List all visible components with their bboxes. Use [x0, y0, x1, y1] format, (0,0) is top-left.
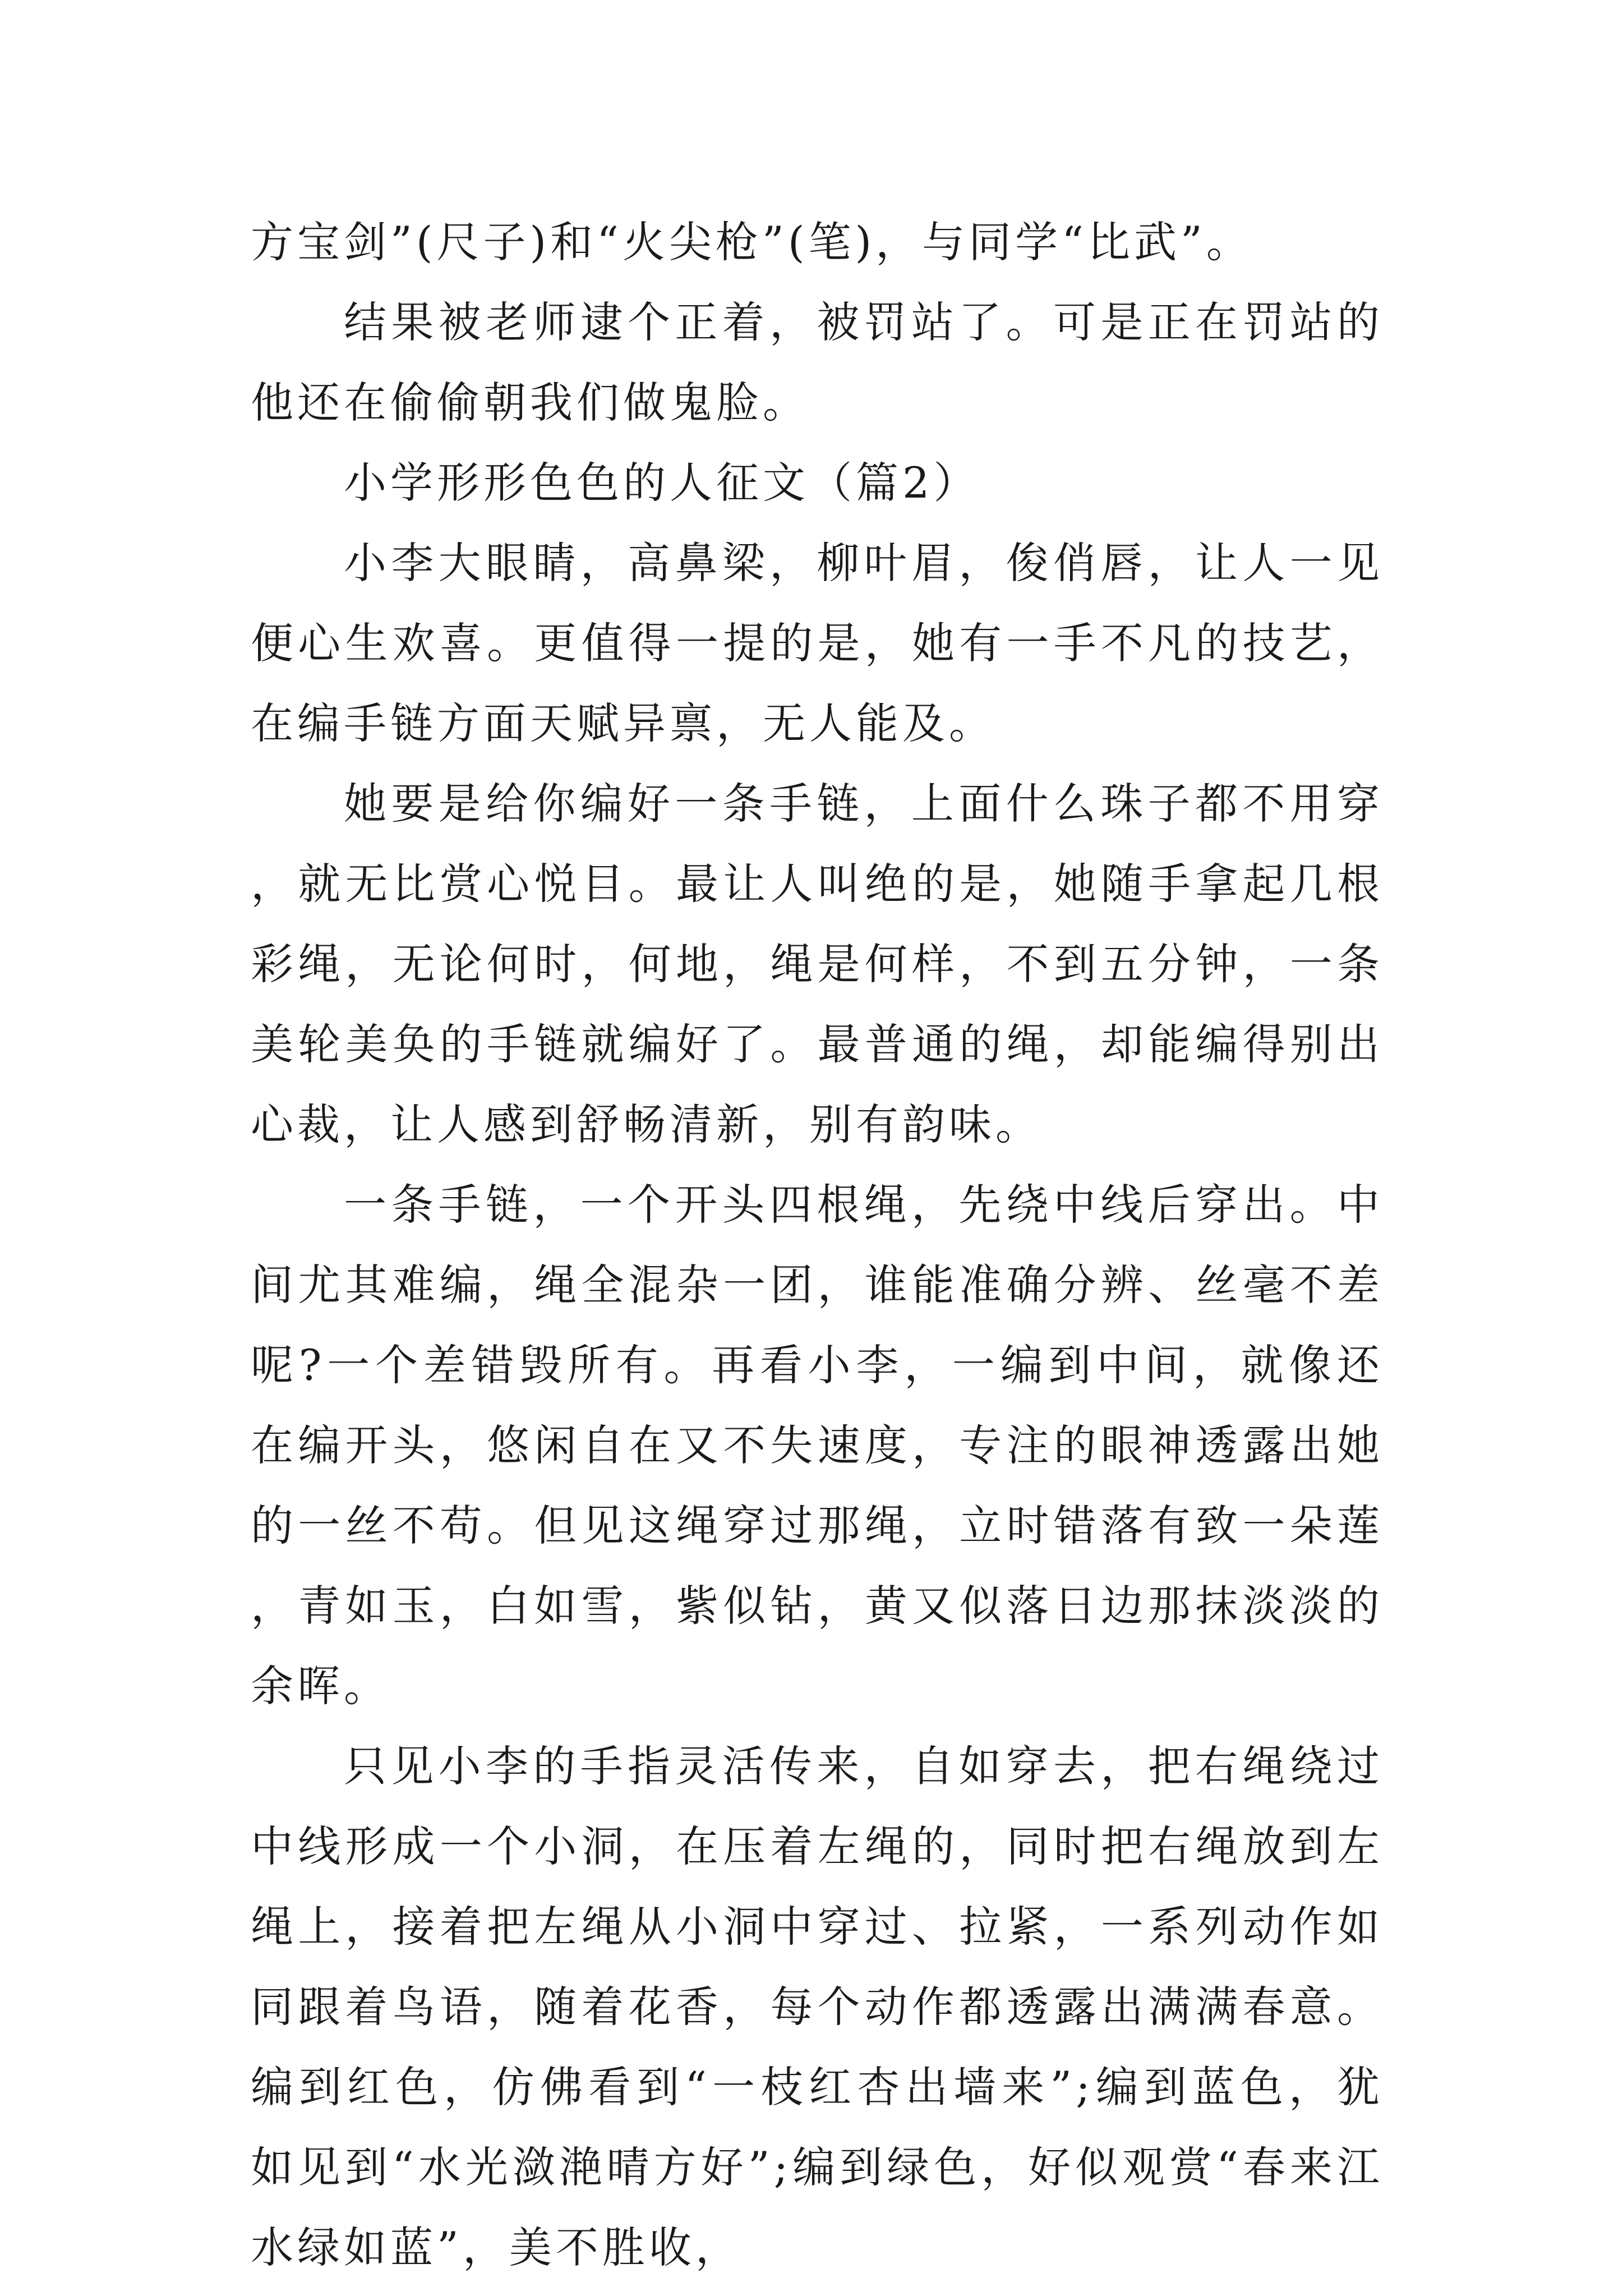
section-heading: 小学形形色色的人征文（篇2） — [344, 458, 980, 508]
paragraph-4: 她要是给你编好一条手链，上面什么珠子都不用穿，就无比赏心悦目。最让人叫绝的是，她随手拿起几根彩绳，无论何时，何地，绳是何样，不到五分钟，一条美轮美奂的手链就编好了。最普通的绳，却能编得别出心裁，让人感到舒畅清新，别有韵味。 — [251, 779, 1384, 1149]
document-body — [251, 202, 1384, 2288]
paragraph-2: 结果被老师逮个正着，被罚站了。可是正在罚站的他还在偷偷朝我们做鬼脸。 — [251, 297, 1384, 427]
paragraph-3: 小李大眼睛，高鼻梁，柳叶眉，俊俏唇，让人一见便心生欢喜。更值得一提的是，她有一手不凡的技艺，在编手链方面天赋异禀，无人能及。 — [251, 538, 1384, 748]
paragraph-5: 一条手链，一个开头四根绳，先绕中线后穿出。中间尤其难编，绳全混杂一团，谁能准确分辨、丝毫不差呢?一个差错毁所有。再看小李，一编到中间，就像还在编开头，悠闲自在又不失速度，专注的眼神透露出她的一丝不苟。但见这绳穿过那绳，立时错落有致一朵莲，青如玉，白如雪，紫似钻，黄又似落日边那抹淡淡的余晖。 — [251, 1180, 1384, 1711]
paragraph-1: 方宝剑”(尺子)和“火尖枪”(笔)，与同学“比武”。 — [251, 217, 1253, 267]
paragraph-6: 只见小李的手指灵活传来，自如穿去，把右绳绕过中线形成一个小洞，在压着左绳的，同时把右绳放到左绳上，接着把左绳从小洞中穿过、拉紧，一系列动作如同跟着鸟语，随着花香，每个动作都透露出满满春意。编到红色，仿佛看到“一枝红杏出墙来”;编到蓝色，犹如见到“水光潋滟晴方好”;编到绿色，好似观赏“春来江水绿如蓝”，美不胜收， — [251, 1741, 1384, 2272]
